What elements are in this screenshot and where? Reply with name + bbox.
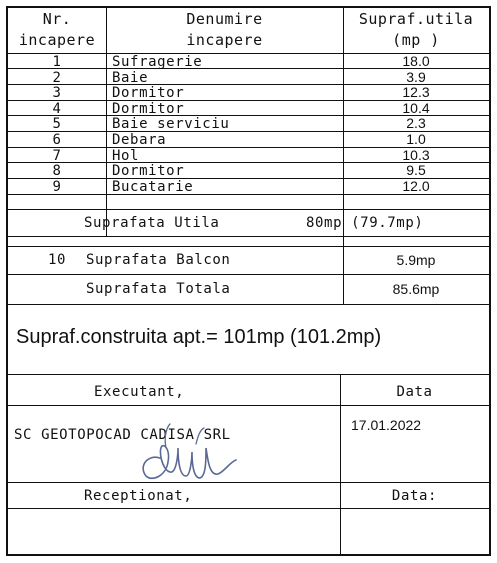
room-name: Bucatarie	[112, 179, 194, 195]
signature-image	[126, 418, 256, 486]
room-nr: 1	[52, 54, 62, 70]
row-divider	[8, 374, 489, 375]
suprafata-balcon-label: Suprafata Balcon	[86, 252, 231, 268]
room-nr: 6	[52, 132, 62, 148]
room-name: Baie serviciu	[112, 116, 230, 132]
room-area: 10.3	[402, 147, 430, 163]
header-suprafata: Supraf.utila	[358, 10, 474, 28]
room-name: Hol	[112, 148, 140, 164]
receptionat-label: Receptionat,	[84, 488, 193, 504]
area-table	[6, 6, 491, 556]
executant-date: 17.01.2022	[351, 417, 422, 433]
room-area: 18.0	[402, 53, 430, 69]
row-divider	[8, 236, 489, 237]
row-divider	[8, 304, 489, 305]
room-area: 12.3	[402, 84, 430, 100]
row-divider	[8, 508, 489, 509]
header-denumire: Denumire	[186, 10, 263, 28]
room-nr: 3	[52, 85, 62, 101]
header-denumire-sub: incapere	[186, 31, 263, 49]
row-divider	[8, 274, 489, 275]
room-name: Sufragerie	[112, 54, 203, 70]
room-nr: 5	[52, 116, 62, 132]
column-divider	[340, 374, 341, 556]
room-name: Dormitor	[112, 101, 185, 117]
suprafata-totala-label: Suprafata Totala	[86, 281, 231, 297]
room-area: 2.3	[406, 115, 426, 131]
room-area: 12.0	[402, 178, 430, 194]
room-nr: 9	[52, 179, 62, 195]
room-area: 3.9	[406, 69, 426, 85]
room-area: 10.4	[402, 100, 430, 116]
room-area: 1.0	[406, 131, 426, 147]
room-name: Debara	[112, 132, 167, 148]
header-nr: Nr.	[42, 10, 72, 28]
row-divider	[8, 246, 489, 247]
company-name: SC GEOTOPOCAD CADISA SRL	[14, 427, 231, 443]
room-name: Dormitor	[112, 85, 185, 101]
suprafata-balcon-value: 5.9mp	[396, 252, 436, 268]
room-nr: 4	[52, 101, 62, 117]
suprafata-utila-value: 80mp (79.7mp)	[306, 215, 424, 231]
executant-label: Executant,	[94, 384, 185, 400]
suprafata-utila-label: Suprafata Utila	[84, 215, 220, 231]
room-area: 9.5	[406, 162, 426, 178]
row-divider	[8, 209, 489, 210]
suprafata-construita: Supraf.construita apt.= 101mp (101.2mp)	[16, 326, 382, 348]
room-nr: 8	[52, 163, 62, 179]
room-nr: 2	[52, 70, 62, 86]
header-nr-sub: incapere	[18, 31, 96, 49]
row-divider	[8, 194, 489, 195]
balcon-nr: 10	[48, 252, 67, 268]
receptionat-data-label: Data:	[391, 488, 438, 504]
executant-data-label: Data	[396, 384, 433, 400]
header-suprafata-unit: (mp )	[392, 31, 440, 49]
room-nr: 7	[52, 148, 62, 164]
suprafata-totala-value: 85.6mp	[392, 281, 440, 297]
room-name: Dormitor	[112, 163, 185, 179]
room-name: Baie	[112, 70, 149, 86]
row-divider	[8, 405, 489, 406]
